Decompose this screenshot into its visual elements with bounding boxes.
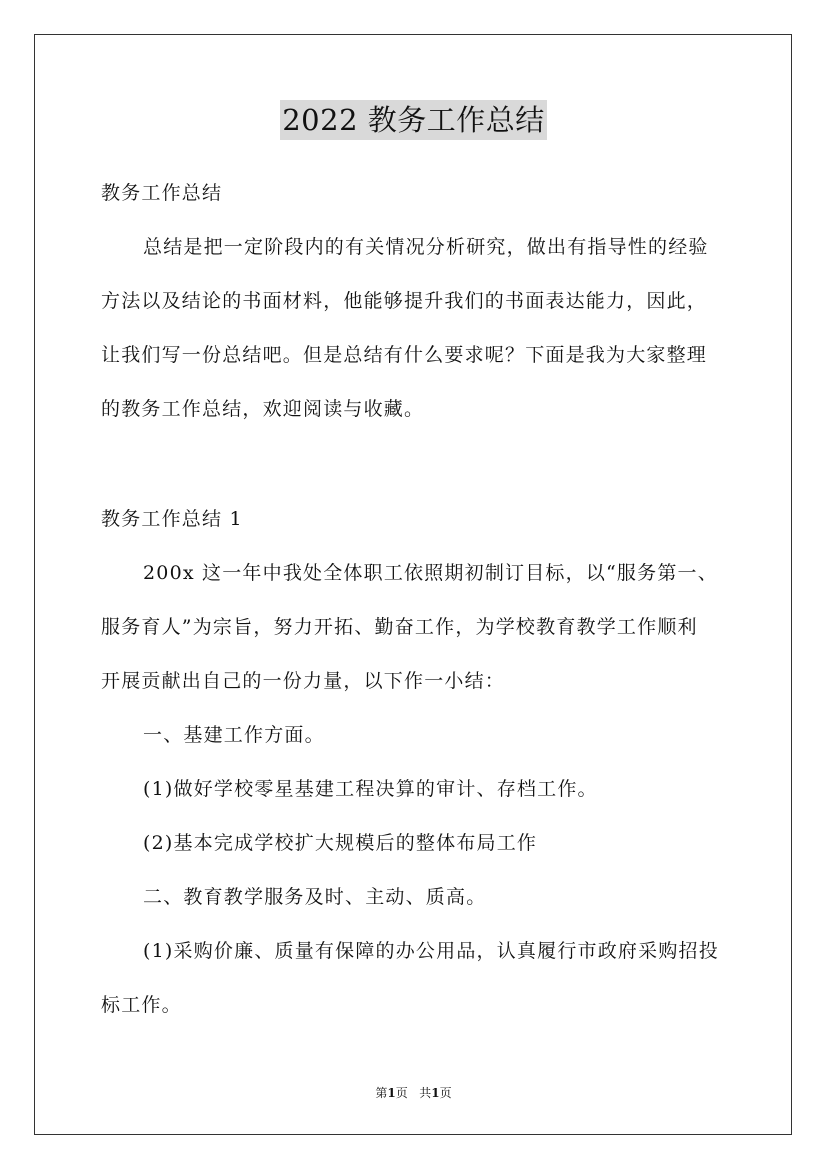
paragraph-line: 方法以及结论的书面材料，他能够提升我们的书面表达能力，因此，: [101, 290, 708, 312]
paragraph-line: 总结是把一定阶段内的有关情况分析研究，做出有指导性的经验: [143, 236, 709, 258]
list-heading: 二、教育教学服务及时、主动、质高。: [143, 886, 487, 908]
document-title: 2022 教务工作总结: [280, 100, 547, 140]
page-number: 1: [387, 1086, 396, 1100]
paragraph-line: 200x 这一年中我处全体职工依照期初制订目标，以“服务第一、: [143, 562, 718, 584]
paragraph-line: 让我们写一份总结吧。但是总结有什么要求呢？下面是我为大家整理: [101, 344, 708, 366]
list-heading: 一、基建工作方面。: [143, 724, 325, 746]
total-suffix: 页: [439, 1086, 452, 1100]
total-pages: 1: [431, 1086, 440, 1100]
page-footer: [0, 1084, 827, 1101]
section-heading: 教务工作总结 1: [101, 508, 243, 530]
title-container: [0, 100, 827, 140]
paragraph-line: 服务育人”为宗旨，努力开拓、勤奋工作，为学校教育教学工作顺利: [101, 616, 698, 638]
page-suffix: 页: [395, 1086, 408, 1100]
page-prefix: 第: [375, 1086, 388, 1100]
paragraph-line: 标工作。: [101, 994, 182, 1016]
total-prefix: 共: [419, 1086, 432, 1100]
list-item: (2)基本完成学校扩大规模后的整体布局工作: [143, 832, 538, 854]
list-item: (1)做好学校零星基建工程决算的审计、存档工作。: [143, 778, 598, 800]
paragraph-line: 的教务工作总结，欢迎阅读与收藏。: [101, 398, 425, 420]
paragraph-line: 开展贡献出自己的一份力量，以下作一小结：: [101, 670, 506, 692]
list-item: (1)采购价廉、质量有保障的办公用品，认真履行市政府采购招投: [143, 940, 719, 962]
section-heading: 教务工作总结: [101, 182, 223, 204]
